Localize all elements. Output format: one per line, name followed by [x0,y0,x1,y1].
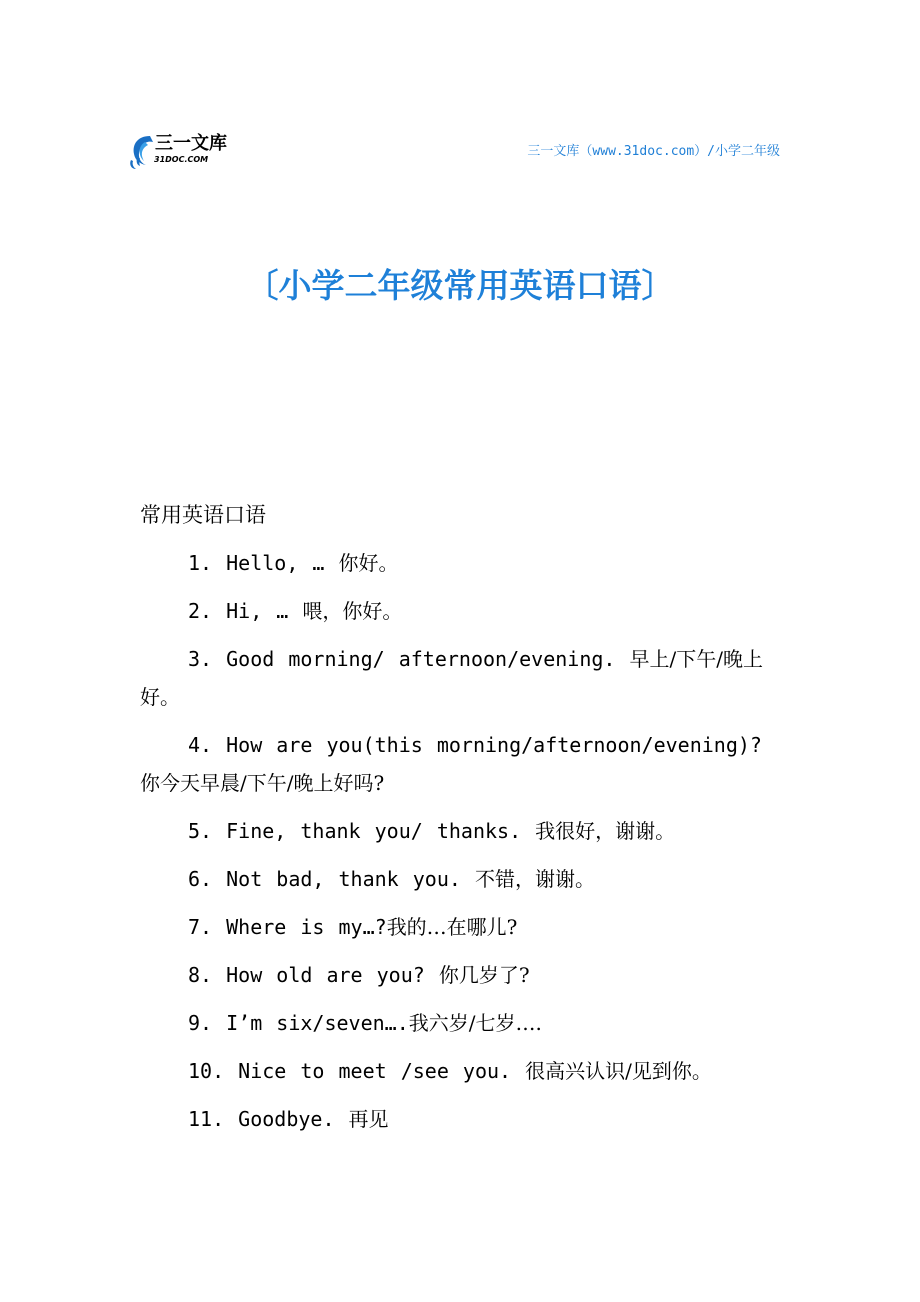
phrase-english: Not bad, thank you. [226,867,461,891]
phrase-item [140,1052,780,1090]
phrase-number: 3. [188,647,213,671]
phrase-english: Hi, … [226,599,289,623]
phrase-item [140,1004,780,1042]
phrase-item [140,956,780,994]
phrase-number: 10. [188,1059,225,1083]
phrase-number: 1. [188,551,213,575]
logo-subtitle: 31DOC.COM [154,155,209,164]
document-body [140,496,780,1148]
phrase-number: 5. [188,819,213,843]
phrase-chinese: 你好。 [338,551,399,575]
phrase-chinese: 我的…在哪儿? [386,915,518,939]
phrase-english: Good morning/ afternoon/evening. [226,647,616,671]
phrase-chinese: 你今天早晨/下午/晚上好吗? [140,771,385,795]
phrase-english: Goodbye. [238,1107,335,1131]
phrase-number: 9. [188,1011,213,1035]
document-title: 〔小学二年级常用英语口语〕 [245,266,675,305]
phrase-item [140,860,780,898]
phrase-item [140,640,780,716]
page-header [0,0,920,190]
phrase-english: Nice to meet /see you. [238,1059,512,1083]
phrase-item [140,812,780,850]
phrase-chinese: 很高兴认识/见到你。 [525,1059,712,1083]
section-heading: 常用英语口语 [140,503,266,527]
phrase-english: How are you(this morning/afternoon/evening)? [226,733,762,757]
header-breadcrumb-link[interactable]: 三一文库（www.31doc.com）/小学二年级 [527,144,780,159]
phrase-chinese: 早上/下午/晚上好。 [140,647,763,709]
phrase-item [140,544,780,582]
phrase-chinese: 喂，你好。 [302,599,403,623]
phrase-number: 11. [188,1107,225,1131]
phrase-item [140,1100,780,1138]
phrase-chinese: 不错，谢谢。 [474,867,595,891]
phrase-item [140,726,780,802]
phrase-english: Where is my…? [226,915,387,939]
phrase-english: Hello, … [226,551,325,575]
phrase-number: 8. [188,963,213,987]
phrase-chinese: 你几岁了? [438,963,530,987]
phrase-number: 4. [188,733,213,757]
logo-swirl-icon [128,132,158,172]
logo-name: 三一文库 [155,133,227,154]
site-logo[interactable] [128,132,248,174]
phrase-number: 2. [188,599,213,623]
phrase-english: Fine, thank you/ thanks. [226,819,522,843]
phrase-chinese: 我六岁/七岁…. [408,1011,542,1035]
phrase-chinese: 再见 [348,1107,389,1131]
phrase-item [140,908,780,946]
phrase-number: 6. [188,867,213,891]
phrase-item [140,592,780,630]
phrase-chinese: 我很好，谢谢。 [535,819,676,843]
phrase-number: 7. [188,915,213,939]
phrase-english: How old are you? [226,963,425,987]
phrase-english: I’m six/seven…. [226,1011,409,1035]
